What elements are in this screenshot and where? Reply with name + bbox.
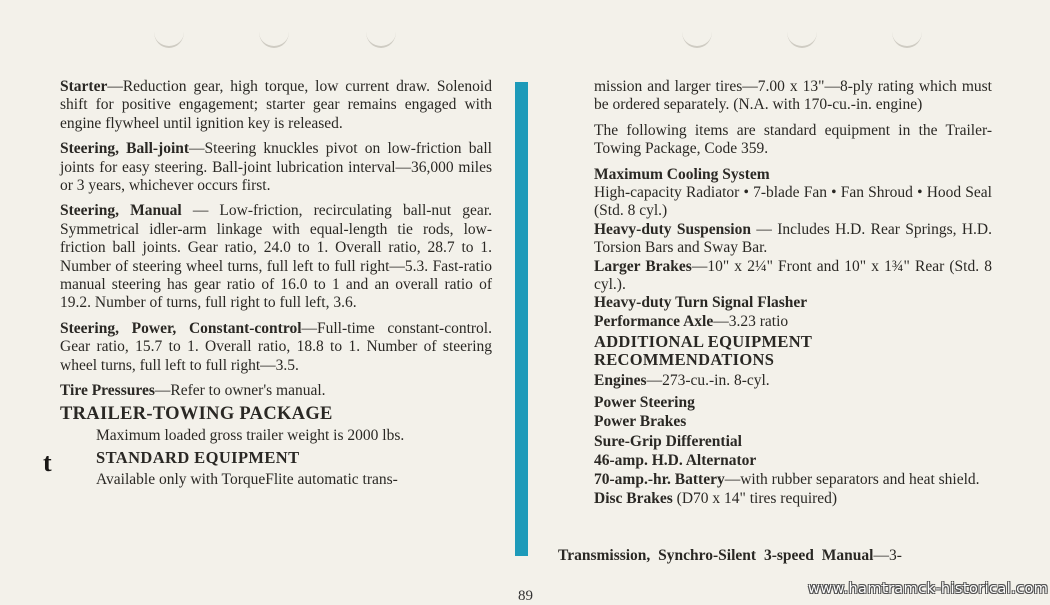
binder-hole-mark [366,16,396,48]
disc-brakes-heading: Disc Brakes [594,489,673,507]
margin-mark: t [43,448,52,477]
transmission-continued-text: mission and larger tires—7.00 x 13"—8-ply rating which must be ordered separately. (N.A. with 170-cu.-in. engine) [594,78,992,114]
battery-heading: 70-amp.-hr. Battery [594,471,725,489]
steering-manual-entry [60,202,492,312]
tire-pressures-entry [60,382,492,400]
package-intro-text: The following items are standard equipment in the Trailer-Towing Package, Code 359. [594,121,992,158]
brakes-entry [594,258,992,295]
steering-power-entry [60,320,492,375]
battery-entry [594,471,992,489]
starter-heading: Starter [60,78,108,95]
tire-pressures-text: —Refer to owner's manual. [154,382,326,400]
starter-entry [60,78,492,133]
transmission-entry [558,547,990,565]
cooling-heading: Maximum Cooling System [594,165,770,183]
steering-balljoint-entry [60,140,492,195]
tire-pressures-heading: Tire Pressures [60,382,155,400]
brakes-heading: Larger Brakes [594,257,692,275]
brakes-text: —10" x 2¼" Front and 10" x 1¾" Rear (Std. 8 cyl.). [594,257,992,294]
cooling-text: High-capacity Radiator • 7-blade Fan • Fan Shroud • Hood Seal (Std. 8 cyl.) [594,184,992,220]
alternator-item: 46-amp. H.D. Alternator [594,451,757,469]
transmission-heading: Transmission, Synchro-Silent 3-speed Manual [558,547,874,564]
suregrip-item: Sure-Grip Differential [594,432,742,450]
binder-hole-mark [154,16,184,48]
binder-holes [0,0,1050,60]
steering-power-heading: Steering, Power, Constant-control [60,319,302,337]
recommendations-line: RECOMMENDATIONS [594,349,775,369]
steering-balljoint-text: —Steering knuckles pivot on low-friction ball joints for easy steering. Ball-joint lubrication interval—36,000 miles or 3 years, whichever occurs first. [60,140,492,195]
disc-brakes-entry [594,490,992,508]
binder-hole-mark [259,16,289,48]
steering-power-text: —Full-time constant-control. Gear ratio, 15.7 to 1. Overall ratio, 18.8 to 1. Number of steering wheel turns, full left to full right—3.5. [60,319,492,374]
suspension-entry [594,221,992,258]
right-column [594,78,992,508]
binder-hole-mark [787,16,817,48]
watermark-text: www.hamtramck-historical.com [808,581,1049,597]
steering-balljoint-heading: Steering, Ball-joint [60,140,190,158]
binder-hole-mark [892,16,922,48]
column-divider-bar [515,82,528,556]
additional-equipment-line: ADDITIONAL EQUIPMENT [594,332,813,352]
steering-manual-text: — Low-friction, recirculating ball-nut gear. Symmetrical idler-arm linkage with equal-length tie rods, low-friction ball joints. Gear ratio, 24.0 to 1. Overall ratio, 28.7 to 1. Number of steering wheel turns, full left to full right—5.3. Fast-ratio manual steering has gear ratio of 16.0 to 1 and an overall ratio of 19.2. Number of turns, full right to full left, 3.6. [60,202,492,312]
binder-hole-mark [682,16,712,48]
axle-entry [594,313,992,331]
power-steering-item: Power Steering [594,393,695,411]
suspension-heading: Heavy-duty Suspension [594,220,751,238]
steering-manual-heading: Steering, Manual [60,202,182,220]
page-number: 89 [518,588,533,604]
suspension-text: — Includes H.D. Rear Springs, H.D. Torsion Bars and Sway Bar. [594,220,992,257]
battery-text: —with rubber separators and heat shield. [724,471,980,489]
engines-heading: Engines [594,372,647,390]
starter-text: —Reduction gear, high torque, low current draw. Solenoid shift for positive engagement; starter gear remains engaged with engine flywheel until ignition key is released. [60,78,492,132]
standard-equipment-text: Available only with TorqueFlite automatic trans- [96,470,398,488]
axle-text: —3.23 ratio [713,312,789,330]
axle-heading: Performance Axle [594,312,714,330]
power-brakes-item: Power Brakes [594,413,687,431]
additional-equipment-heading [594,333,992,368]
disc-brakes-text: (D70 x 14" tires required) [672,489,838,507]
left-column [60,78,492,489]
trailer-towing-heading: TRAILER-TOWING PACKAGE [60,403,333,424]
standard-equipment-heading: STANDARD EQUIPMENT [96,448,300,468]
engines-text: —273-cu.-in. 8-cyl. [646,372,770,390]
transmission-text: —3- [873,547,902,564]
trailer-weight-text: Maximum loaded gross trailer weight is 2000 lbs. [96,426,405,444]
flasher-item: Heavy-duty Turn Signal Flasher [594,294,808,312]
engines-entry [594,372,992,390]
